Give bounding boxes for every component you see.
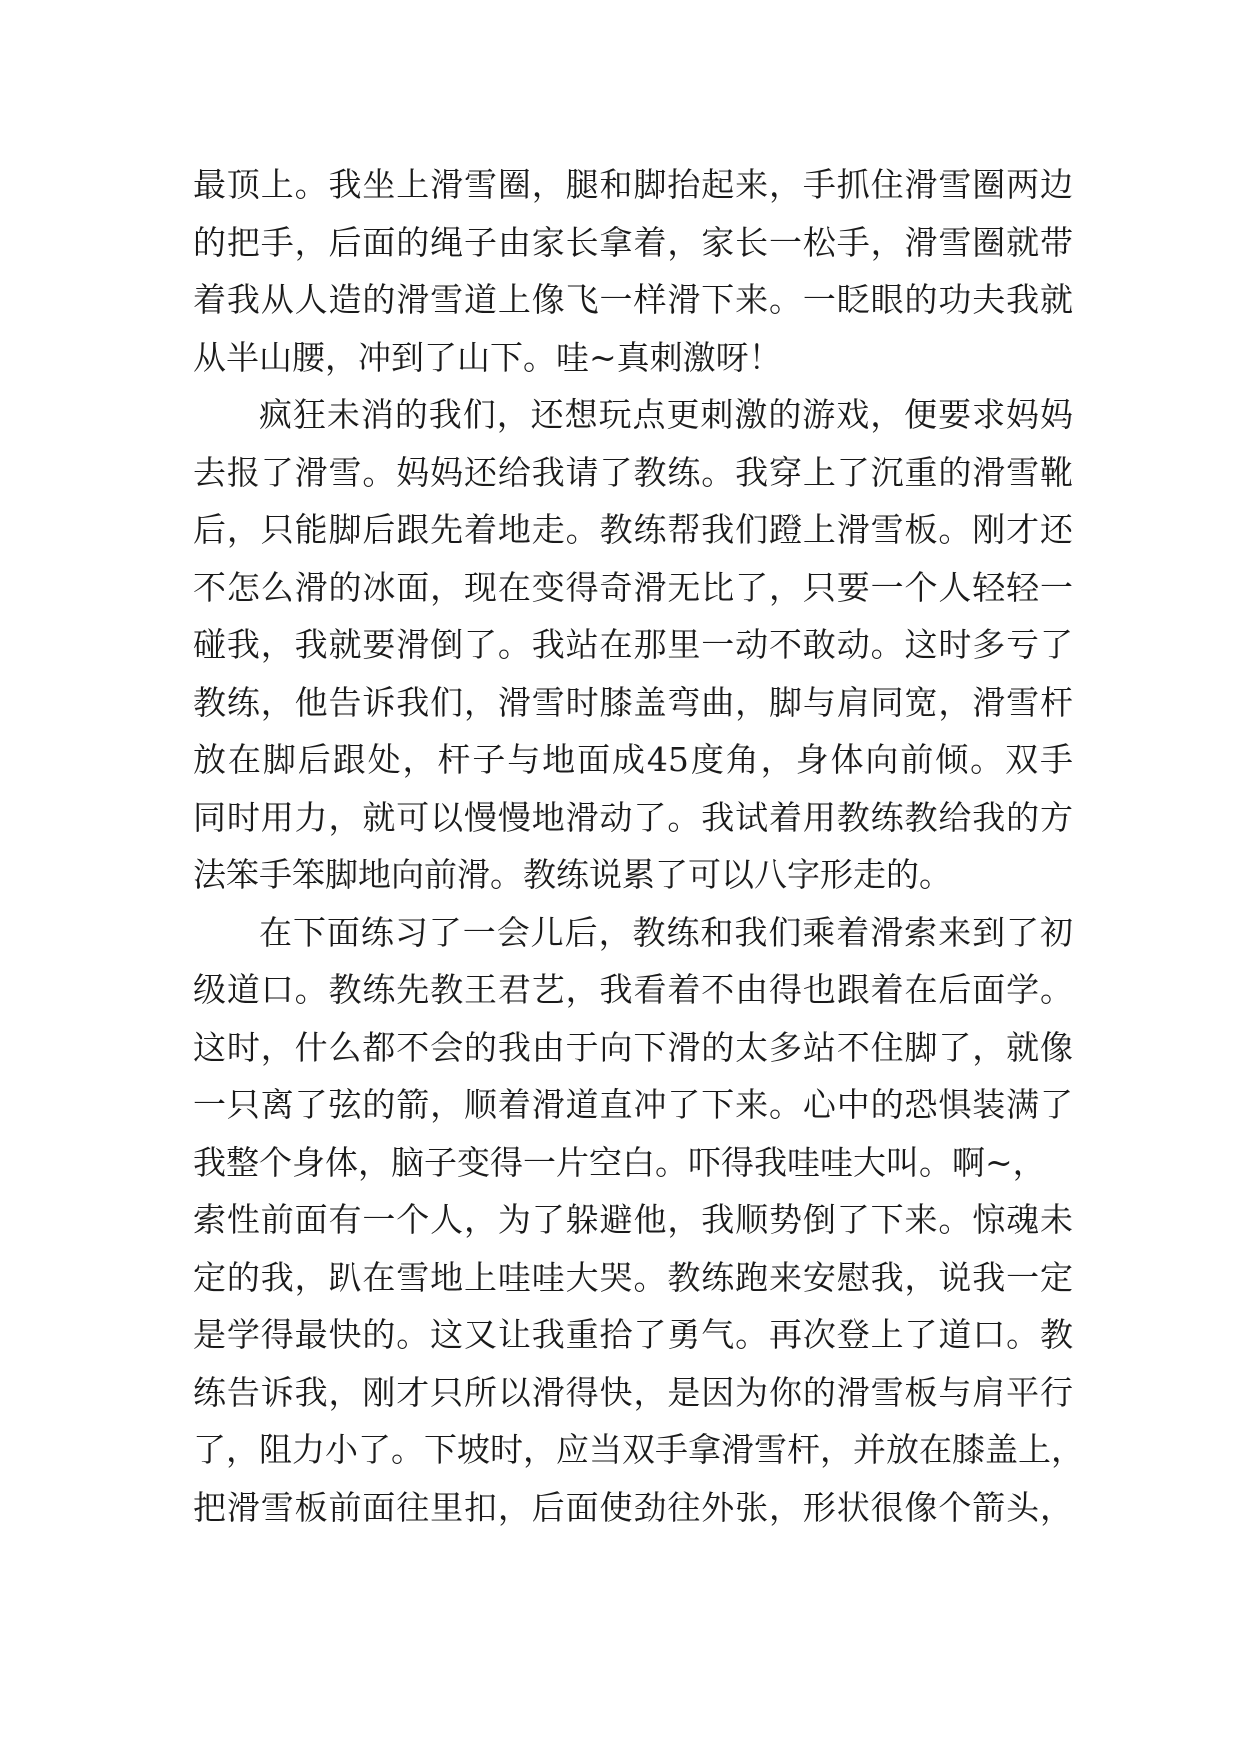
text-line: 同时用力，就可以慢慢地滑动了。我试着用教练教给我的方 <box>193 797 1073 837</box>
text-line: 级道口。教练先教王君艺，我看着不由得也跟着在后面学。 <box>193 970 1073 1009</box>
text-line: 后，只能脚后跟先着地走。教练帮我们蹬上滑雪板。刚才还 <box>193 510 1073 549</box>
text-line: 疯狂未消的我们，还想玩点更刺激的游戏，便要求妈妈 <box>259 395 1073 434</box>
text-line: 教练，他告诉我们，滑雪时膝盖弯曲，脚与肩同宽，滑雪杆 <box>193 682 1073 722</box>
text-line: 去报了滑雪。妈妈还给我请了教练。我穿上了沉重的滑雪靴 <box>193 452 1073 492</box>
text-line: 定的我，趴在雪地上哇哇大哭。教练跑来安慰我，说我一定 <box>193 1257 1073 1297</box>
text-line: 从半山腰，冲到了山下。哇~真刺激呀！ <box>193 337 782 377</box>
body-text <box>193 156 1084 1536</box>
text-line: 了，阻力小了。下坡时，应当双手拿滑雪杆，并放在膝盖上， <box>193 1430 1084 1469</box>
text-line: 的把手，后面的绳子由家长拿着，家长一松手，滑雪圈就带 <box>193 222 1073 262</box>
text-line: 一只离了弦的箭，顺着滑道直冲了下来。心中的恐惧装满了 <box>193 1085 1073 1124</box>
text-line: 索性前面有一个人，为了躲避他，我顺势倒了下来。惊魂未 <box>193 1200 1073 1239</box>
text-line: 最顶上。我坐上滑雪圈，腿和脚抬起来，手抓住滑雪圈两边 <box>193 165 1073 204</box>
text-line: 我整个身体，脑子变得一片空白。吓得我哇哇大叫。啊~， <box>193 1142 1046 1182</box>
text-line: 在下面练习了一会儿后，教练和我们乘着滑索来到了初 <box>259 912 1073 952</box>
text-line: 着我从人造的滑雪道上像飞一样滑下来。一眨眼的功夫我就 <box>193 280 1073 319</box>
text-line: 是学得最快的。这又让我重拾了勇气。再次登上了道口。教 <box>193 1315 1073 1354</box>
text-line: 练告诉我，刚才只所以滑得快，是因为你的滑雪板与肩平行 <box>193 1372 1073 1412</box>
text-line: 把滑雪板前面往里扣，后面使劲往外张，形状很像个箭头， <box>193 1487 1073 1527</box>
text-line: 法笨手笨脚地向前滑。教练说累了可以八字形走的。 <box>193 855 952 894</box>
text-line: 放在脚后跟处，杆子与地面成45度角，身体向前倾。双手 <box>193 740 1073 779</box>
text-line: 碰我，我就要滑倒了。我站在那里一动不敢动。这时多亏了 <box>193 625 1073 664</box>
text-line: 这时，什么都不会的我由于向下滑的太多站不住脚了，就像 <box>193 1027 1073 1067</box>
text-line: 不怎么滑的冰面，现在变得奇滑无比了，只要一个人轻轻一 <box>193 567 1073 607</box>
